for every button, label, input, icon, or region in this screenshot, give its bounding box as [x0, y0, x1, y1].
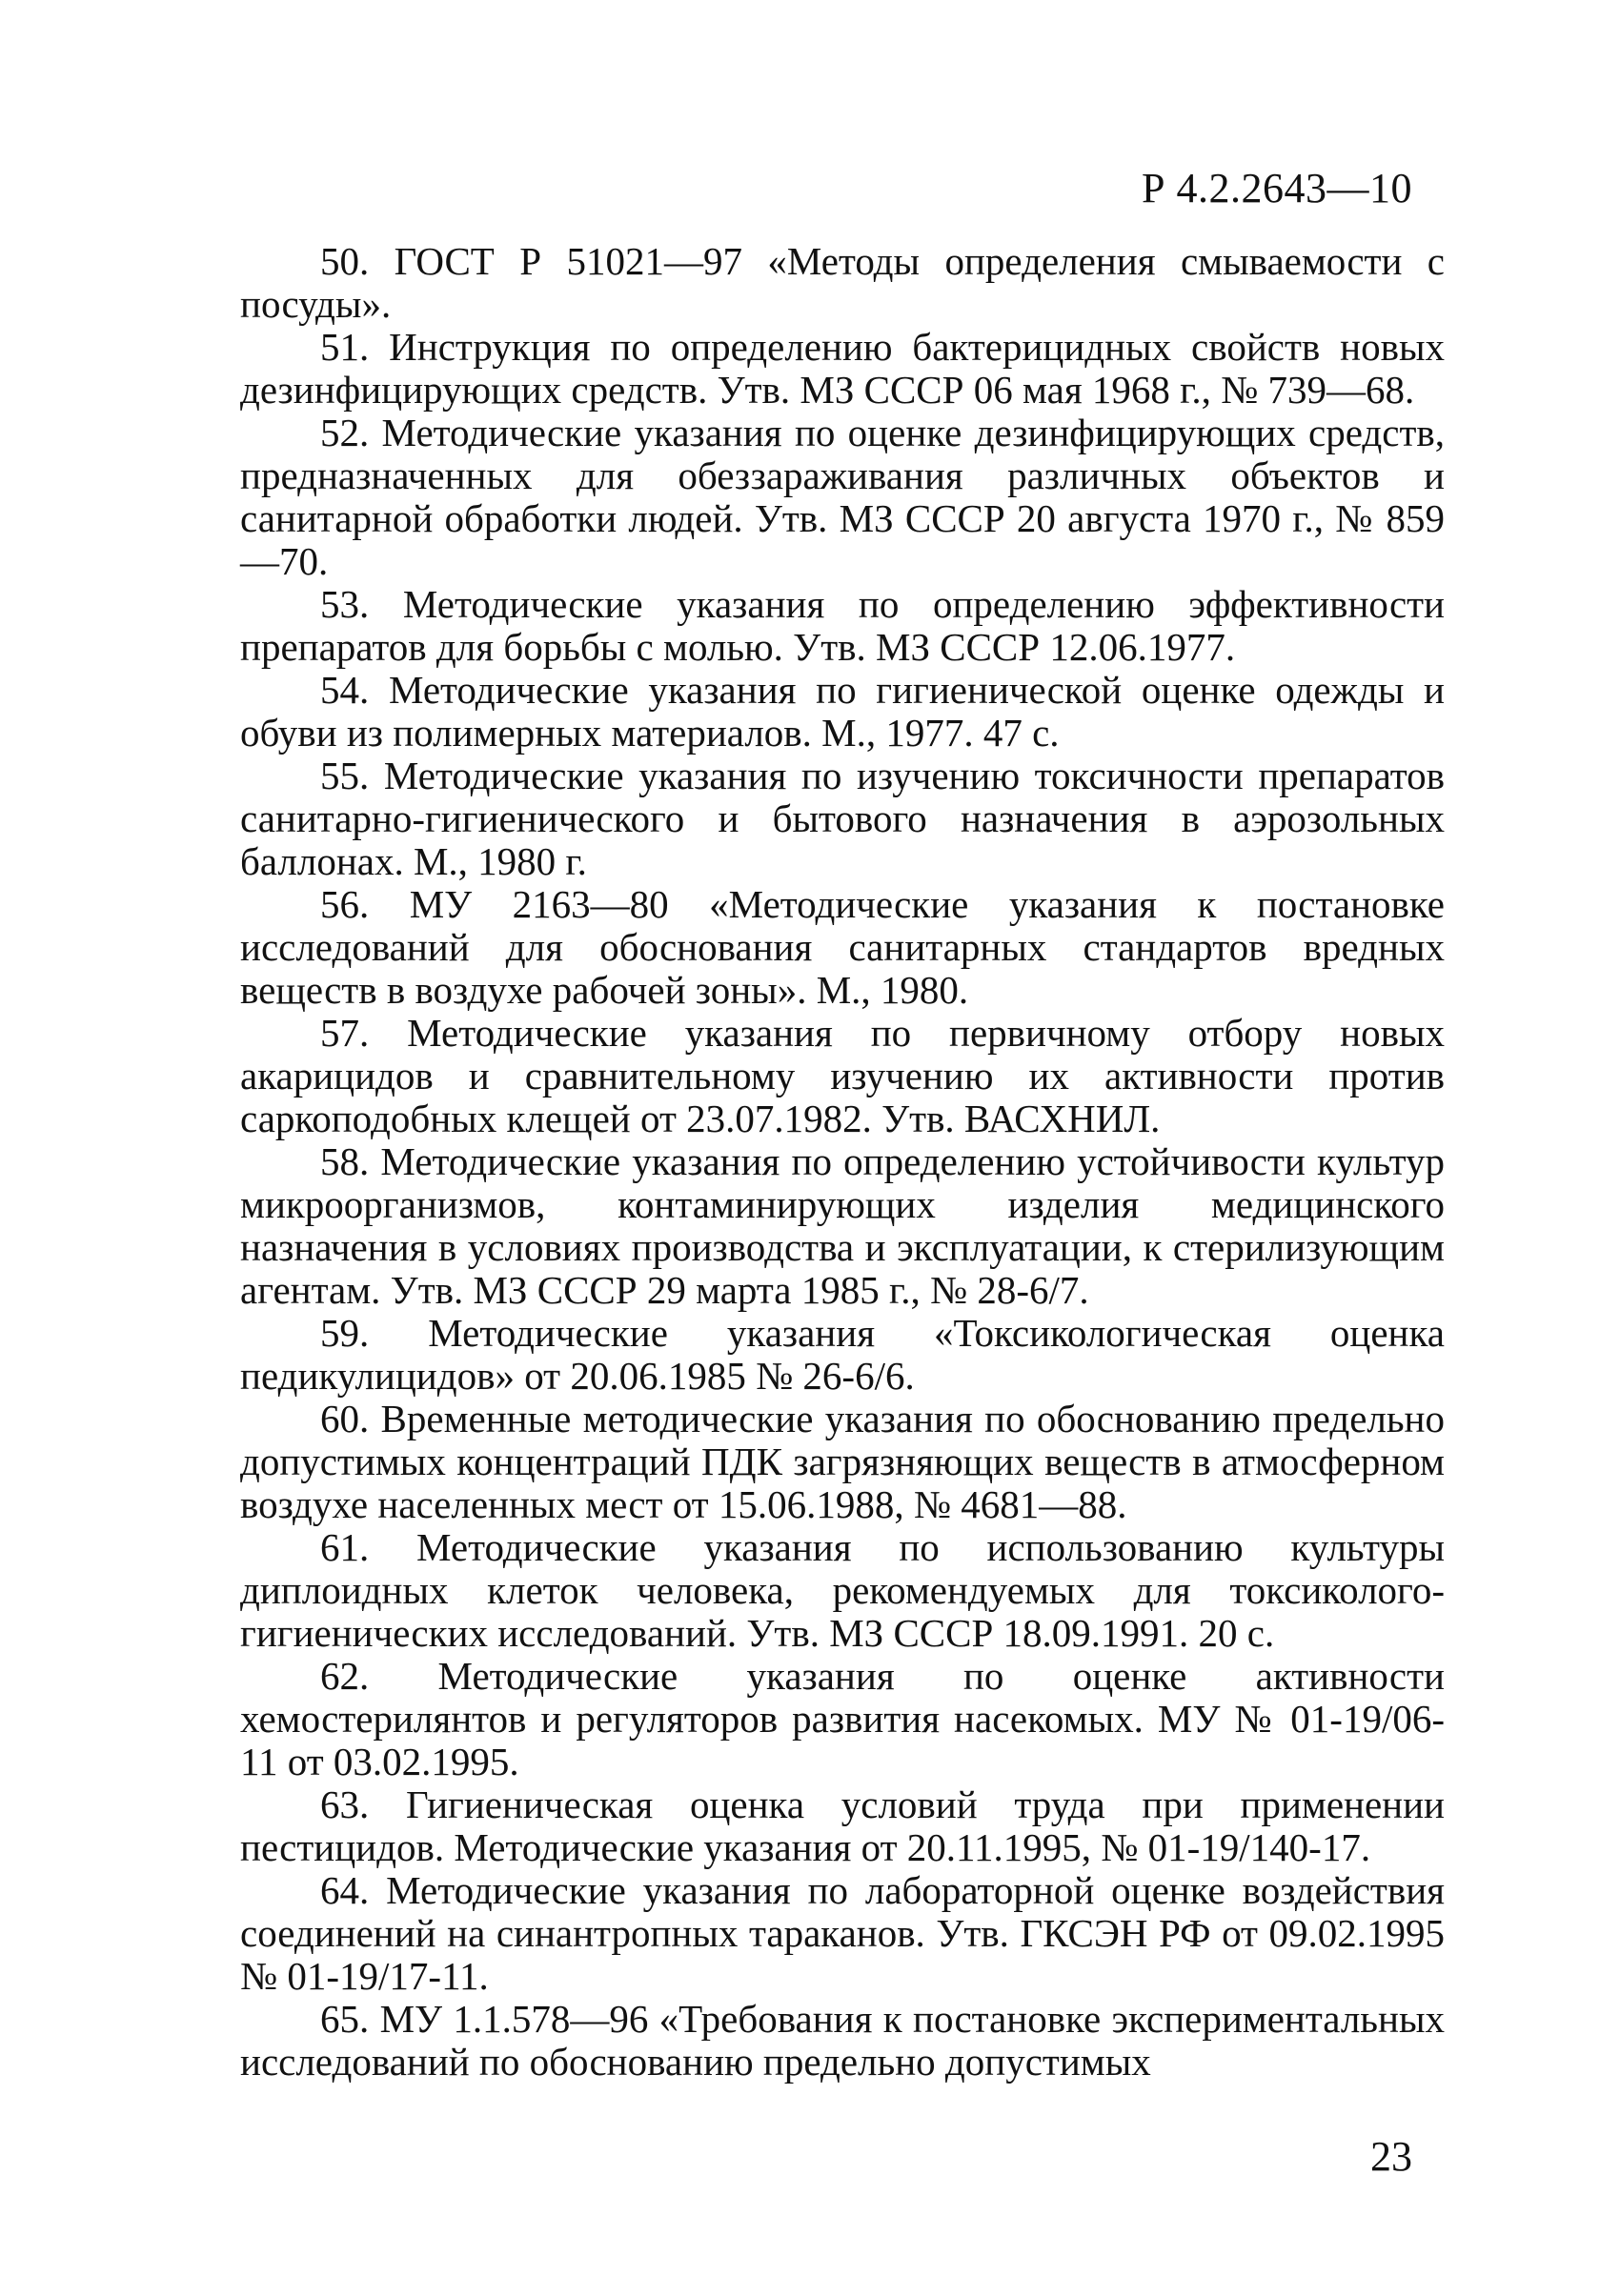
reference-entry-65: 65. МУ 1.1.578—96 «Требования к постановке экспериментальных исследований по обоснованию предельно допустимых [240, 1997, 1445, 2084]
reference-entry-62: 62. Методические указания по оценке активности хемостерилянтов и регуляторов развития насекомых. МУ № 01-19/06-11 от 03.02.1995. [240, 1654, 1445, 1783]
reference-entry-57: 57. Методические указания по первичному отбору новых акарицидов и сравнительному изучению их активности против саркоподобных клещей от 23.07.1982. Утв. ВАСХНИЛ. [240, 1011, 1445, 1140]
reference-entry-55: 55. Методические указания по изучению токсичности препаратов санитарно-гигиенического и бытового назначения в аэрозольных баллонах. М., 1980 г. [240, 754, 1445, 883]
reference-entry-58: 58. Методические указания по определению устойчивости культур микроорганизмов, контаминирующих изделия медицинского назначения в условиях производства и эксплуатации, к стерилизующим агентам. Утв. МЗ СССР 29 марта 1985 г., № 28-6/7. [240, 1139, 1445, 1312]
reference-entry-59: 59. Методические указания «Токсикологическая оценка педикулицидов» от 20.06.1985 № 26-6/6. [240, 1311, 1445, 1398]
reference-entry-63: 63. Гигиеническая оценка условий труда при применении пестицидов. Методические указания от 20.11.1995, № 01-19/140-17. [240, 1782, 1445, 1869]
page-number: 23 [1370, 2133, 1412, 2180]
reference-entry-51: 51. Инструкция по определению бактерицидных свойств новых дезинфицирующих средств. Утв. МЗ СССР 06 мая 1968 г., № 739—68. [240, 325, 1445, 412]
document-code-header: Р 4.2.2643—10 [1142, 165, 1412, 211]
reference-entry-52: 52. Методические указания по оценке дезинфицирующих средств, предназначенных для обеззараживания различных объектов и санитарной обработки людей. Утв. МЗ СССР 20 августа 1970 г., № 859—70. [240, 411, 1445, 583]
reference-entry-54: 54. Методические указания по гигиенической оценке одежды и обуви из полимерных материалов. М., 1977. 47 с. [240, 668, 1445, 755]
reference-entry-56: 56. МУ 2163—80 «Методические указания к постановке исследований для обоснования санитарных стандартов вредных веществ в воздухе рабочей зоны». М., 1980. [240, 882, 1445, 1012]
reference-entry-60: 60. Временные методические указания по обоснованию предельно допустимых концентраций ПДК загрязняющих веществ в атмосферном воздухе населенных мест от 15.06.1988, № 4681—88. [240, 1397, 1445, 1526]
reference-entry-64: 64. Методические указания по лабораторной оценке воздействия соединений на синантропных тараканов. Утв. ГКСЭН РФ от 09.02.1995 № 01-19/17-11. [240, 1868, 1445, 1998]
reference-entry-50: 50. ГОСТ Р 51021—97 «Методы определения смываемости с посуды». [240, 239, 1445, 326]
reference-list [240, 240, 1445, 2084]
reference-entry-53: 53. Методические указания по определению эффективности препаратов для борьбы с молью. Утв. МЗ СССР 12.06.1977. [240, 582, 1445, 669]
reference-entry-61: 61. Методические указания по использованию культуры диплоидных клеток человека, рекомендуемых для токсиколого-гигиенических исследований. Утв. МЗ СССР 18.09.1991. 20 с. [240, 1525, 1445, 1655]
